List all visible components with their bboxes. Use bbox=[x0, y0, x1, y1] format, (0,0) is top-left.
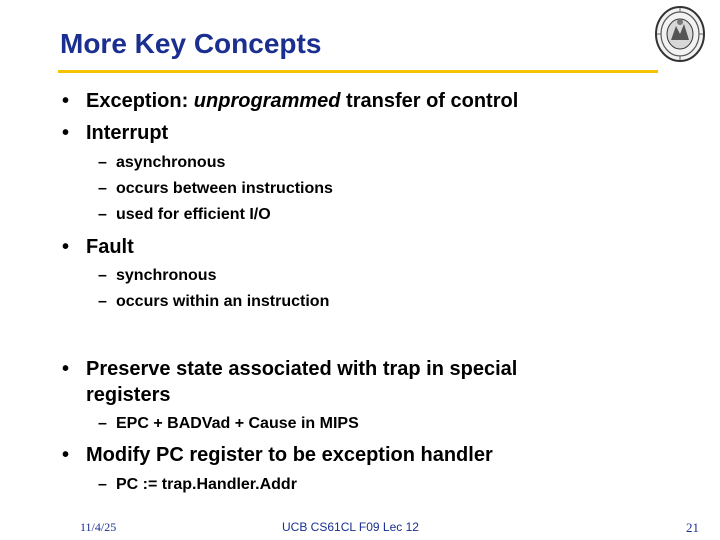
bullet-fault bbox=[62, 236, 134, 259]
sub-item-text: occurs within an instruction bbox=[116, 293, 330, 310]
dash-mark: – bbox=[98, 476, 107, 493]
bullet-exception-suffix: transfer of control bbox=[340, 90, 519, 112]
bullet-preserve-continuation bbox=[86, 382, 171, 408]
dash-mark: – bbox=[98, 415, 107, 432]
sub-item bbox=[98, 180, 333, 198]
university-seal-icon bbox=[654, 4, 706, 64]
dash-mark: – bbox=[98, 267, 107, 284]
sub-item bbox=[98, 154, 225, 172]
sub-item bbox=[98, 293, 329, 311]
bullet-preserve-line2: registers bbox=[86, 384, 171, 406]
dash-mark: – bbox=[98, 154, 107, 171]
bullet-preserve-line1: Preserve state associated with trap in special bbox=[86, 358, 518, 380]
footer-date: 11/4/25 bbox=[80, 520, 117, 534]
bullet-mark: • bbox=[62, 358, 70, 380]
footer-page-number: 21 bbox=[686, 520, 699, 535]
sub-item bbox=[98, 206, 271, 224]
bullet-exception-emphasis: unprogrammed bbox=[193, 90, 341, 112]
sub-item-text: occurs between instructions bbox=[116, 180, 333, 197]
title-underline bbox=[58, 70, 658, 73]
slide-title: More Key Concepts bbox=[60, 28, 322, 59]
dash-mark: – bbox=[98, 206, 107, 223]
bullet-mark: • bbox=[62, 90, 70, 112]
bullet-exception-prefix: Exception: bbox=[86, 90, 194, 112]
sub-item-text: used for efficient I/O bbox=[116, 206, 271, 223]
bullet-mark: • bbox=[62, 444, 70, 466]
bullet-preserve-state bbox=[62, 356, 517, 382]
sub-item-text: asynchronous bbox=[116, 154, 226, 171]
bullet-modify-pc bbox=[62, 444, 493, 467]
bullet-exception bbox=[62, 90, 518, 113]
sub-item bbox=[98, 267, 216, 285]
bullet-mark: • bbox=[62, 122, 70, 144]
footer-course: UCB CS61CL F09 Lec 12 bbox=[282, 520, 419, 534]
bullet-fault-text: Fault bbox=[86, 236, 134, 258]
bullet-modify-text: Modify PC register to be exception handler bbox=[86, 444, 493, 466]
bullet-mark: • bbox=[62, 236, 70, 258]
dash-mark: – bbox=[98, 180, 107, 197]
bullet-interrupt bbox=[62, 122, 168, 145]
sub-item-text: EPC + BADVad + Cause in MIPS bbox=[116, 415, 359, 432]
sub-item-text: synchronous bbox=[116, 267, 217, 284]
sub-item-text: PC := trap.Handler.Addr bbox=[116, 476, 297, 493]
bullet-interrupt-text: Interrupt bbox=[86, 122, 169, 144]
sub-item bbox=[98, 476, 297, 494]
dash-mark: – bbox=[98, 293, 107, 310]
sub-item bbox=[98, 415, 359, 433]
